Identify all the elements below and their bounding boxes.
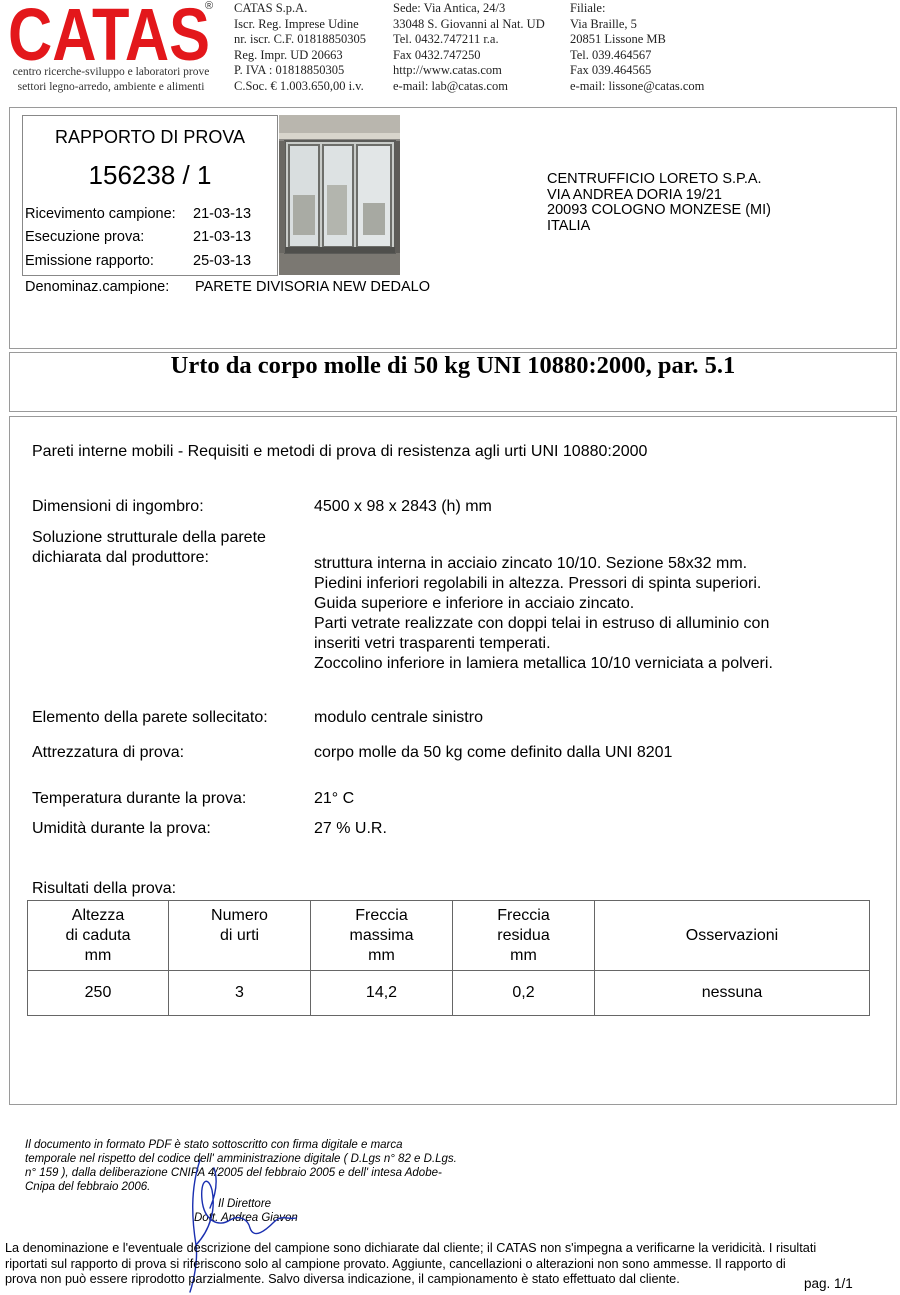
company-info [234, 1, 366, 94]
observations-cell: nessuna [595, 971, 870, 1016]
seat-info [393, 1, 545, 94]
disclaimer-footer [5, 1241, 895, 1288]
executed-label: Esecuzione prova: [25, 229, 145, 245]
branch-line: 20851 Lissone MB [570, 32, 666, 46]
seat-line: Sede: Via Antica, 24/3 [393, 1, 506, 15]
tagline-line: settori legno-arredo, ambiente e alimenti [17, 81, 205, 93]
company-line: P. IVA : 01818850305 [234, 63, 345, 77]
director-title: Il Direttore [218, 1198, 272, 1210]
notice-line: Il documento in formato PDF è stato sottoscritto con firma digitale e marca [25, 1139, 403, 1151]
footer-line: riportati sul rapporto di prova si riferiscono solo al campione provato. Aggiunte, cancellazioni o alterazioni non sono ammesse. Il rapporto di [5, 1256, 786, 1271]
results-header-row [28, 901, 870, 971]
header-text: mm [368, 946, 395, 964]
structure-description [314, 554, 773, 674]
branch-line: Fax 039.464565 [570, 63, 652, 77]
footer-line: La denominazione e l'eventuale descrizione del campione sono dichiarate dal cliente; il CATAS non s'impegna a verificarne la veridicità. I risultati [5, 1241, 817, 1255]
page-number: pag. 1/1 [804, 1276, 853, 1291]
header-text: di caduta [65, 926, 131, 944]
issued-date: 25-03-13 [193, 253, 252, 269]
partition-wall-photo [279, 115, 400, 275]
notice-line: temporale nel rispetto del codice dell' amministrazione digitale ( D.Lgs n° 82 e D.Lgs. [25, 1153, 457, 1165]
standard-description: Pareti interne mobili - Requisiti e metodi di prova di resistenza agli urti UNI 10880:2000 [32, 443, 648, 460]
issued-label: Emissione rapporto: [25, 253, 154, 269]
dimensions-value: 4500 x 98 x 2843 (h) mm [314, 498, 492, 515]
element-value: modulo centrale sinistro [314, 709, 483, 726]
executed-date: 21-03-13 [193, 229, 252, 245]
report-id-box [22, 115, 278, 276]
branch-line: Filiale: [570, 1, 606, 15]
structure-label-cont: dichiarata dal produttore: [32, 549, 209, 566]
seat-line: Fax 0432.747250 [393, 47, 481, 62]
notice-line: Cnipa del febbraio 2006. [25, 1181, 151, 1193]
dimensions-label: Dimensioni di ingombro: [32, 498, 204, 515]
element-label: Elemento della parete sollecitato: [32, 709, 268, 726]
structure-line: struttura interna in acciaio zincato 10/10. Sezione 58x32 mm. [314, 555, 748, 572]
structure-line: Parti vetrate realizzate con doppi telai in estruso di alluminio con [314, 615, 770, 632]
seat-line: Tel. 0432.747211 r.a. [393, 32, 499, 46]
registered-mark: ® [205, 0, 214, 12]
header-text: di urti [219, 926, 260, 944]
results-label: Risultati della prova: [32, 880, 177, 897]
company-line: Reg. Impr. UD 20663 [234, 47, 343, 62]
branch-info [570, 1, 704, 94]
header-text [169, 946, 310, 966]
humidity-label: Umidità durante la prova: [32, 820, 211, 837]
impacts-cell: 3 [169, 971, 311, 1016]
header-text: mm [84, 946, 112, 964]
logo-wordmark: CATAS [8, 0, 210, 66]
received-date: 21-03-13 [193, 206, 252, 222]
structure-line: inseriti vetri trasparenti temperati. [314, 635, 551, 652]
branch-line: Via Braille, 5 [570, 16, 637, 31]
catas-logo-mark [6, 0, 216, 66]
test-title: Urto da corpo molle di 50 kg UNI 10880:2000, par. 5.1 [170, 352, 736, 379]
table-row [28, 971, 870, 1016]
company-line: Iscr. Reg. Imprese Udine [234, 16, 359, 31]
sample-name-label: Denominaz.campione: [25, 279, 170, 295]
notice-line: n° 159 ), dalla deliberazione CNIPA 4/2005 del febbraio 2005 e dell' intesa Adobe- [25, 1167, 442, 1179]
header-text: mm [510, 946, 537, 964]
client-city: 20093 COLOGNO MONZESE (MI) [547, 202, 771, 218]
temperature-value: 21° C [314, 790, 355, 807]
humidity-value: 27 % U.R. [314, 820, 387, 837]
temperature-label: Temperatura durante la prova: [32, 790, 247, 807]
header-impacts [169, 901, 311, 971]
structure-line: Guida superiore e inferiore in acciaio zincato. [314, 595, 635, 612]
tagline-line: centro ricerche-sviluppo e laboratori prove [12, 66, 210, 78]
header-observations: Osservazioni [595, 901, 870, 971]
report-number: 156238 / 1 [88, 160, 212, 190]
director-name: Dott. Andrea Giavon [194, 1212, 298, 1224]
equipment-label: Attrezzatura di prova: [32, 744, 185, 761]
header-text: massima [349, 926, 414, 944]
email-link[interactable]: e-mail: lab@catas.com [393, 78, 508, 93]
header-text: Numero [211, 906, 268, 924]
seat-line: 33048 S. Giovanni al Nat. UD [393, 16, 545, 31]
catas-logo [6, 0, 216, 66]
header-residual-deflection [453, 901, 595, 971]
header-text: residua [497, 926, 550, 944]
drop-height-cell: 250 [28, 971, 169, 1016]
header-max-deflection [311, 901, 453, 971]
client-country: ITALIA [547, 217, 591, 234]
equipment-value: corpo molle da 50 kg come definito dalla UNI 8201 [314, 744, 673, 761]
header-drop-height [28, 901, 169, 971]
structure-line: Piedini inferiori regolabili in altezza. Pressori di spinta superiori. [314, 575, 762, 592]
header-text: Altezza [71, 906, 125, 924]
logo-tagline [6, 65, 216, 95]
header-text: Freccia [355, 906, 408, 924]
company-line: C.Soc. € 1.003.650,00 i.v. [234, 78, 364, 93]
client-street: VIA ANDREA DORIA 19/21 [547, 186, 722, 203]
max-deflection-cell: 14,2 [311, 971, 453, 1016]
footer-line: prova non può essere riprodotto parzialmente. Salvo diversa indicazione, il campionamento è stato effettuato dal cliente. [5, 1272, 680, 1286]
structure-line: Zoccolino inferiore in lamiera metallica 10/10 verniciata a polveri. [314, 655, 773, 672]
header-text: Freccia [497, 906, 550, 924]
structure-label: Soluzione strutturale della parete [32, 529, 266, 546]
website-link[interactable]: http://www.catas.com [393, 63, 502, 77]
results-table [27, 900, 870, 1016]
residual-deflection-cell: 0,2 [453, 971, 595, 1016]
sample-name-value: PARETE DIVISORIA NEW DEDALO [195, 279, 431, 295]
company-line: CATAS S.p.A. [234, 1, 308, 15]
client-name: CENTRUFFICIO LORETO S.P.A. [547, 171, 762, 187]
received-label: Ricevimento campione: [25, 206, 176, 222]
branch-email-link[interactable]: e-mail: lissone@catas.com [570, 78, 705, 93]
sample-photo [279, 115, 400, 275]
report-heading: RAPPORTO DI PROVA [54, 127, 246, 147]
client-address [547, 172, 771, 234]
branch-line: Tel. 039.464567 [570, 47, 652, 62]
company-line: nr. iscr. C.F. 01818850305 [234, 32, 366, 46]
